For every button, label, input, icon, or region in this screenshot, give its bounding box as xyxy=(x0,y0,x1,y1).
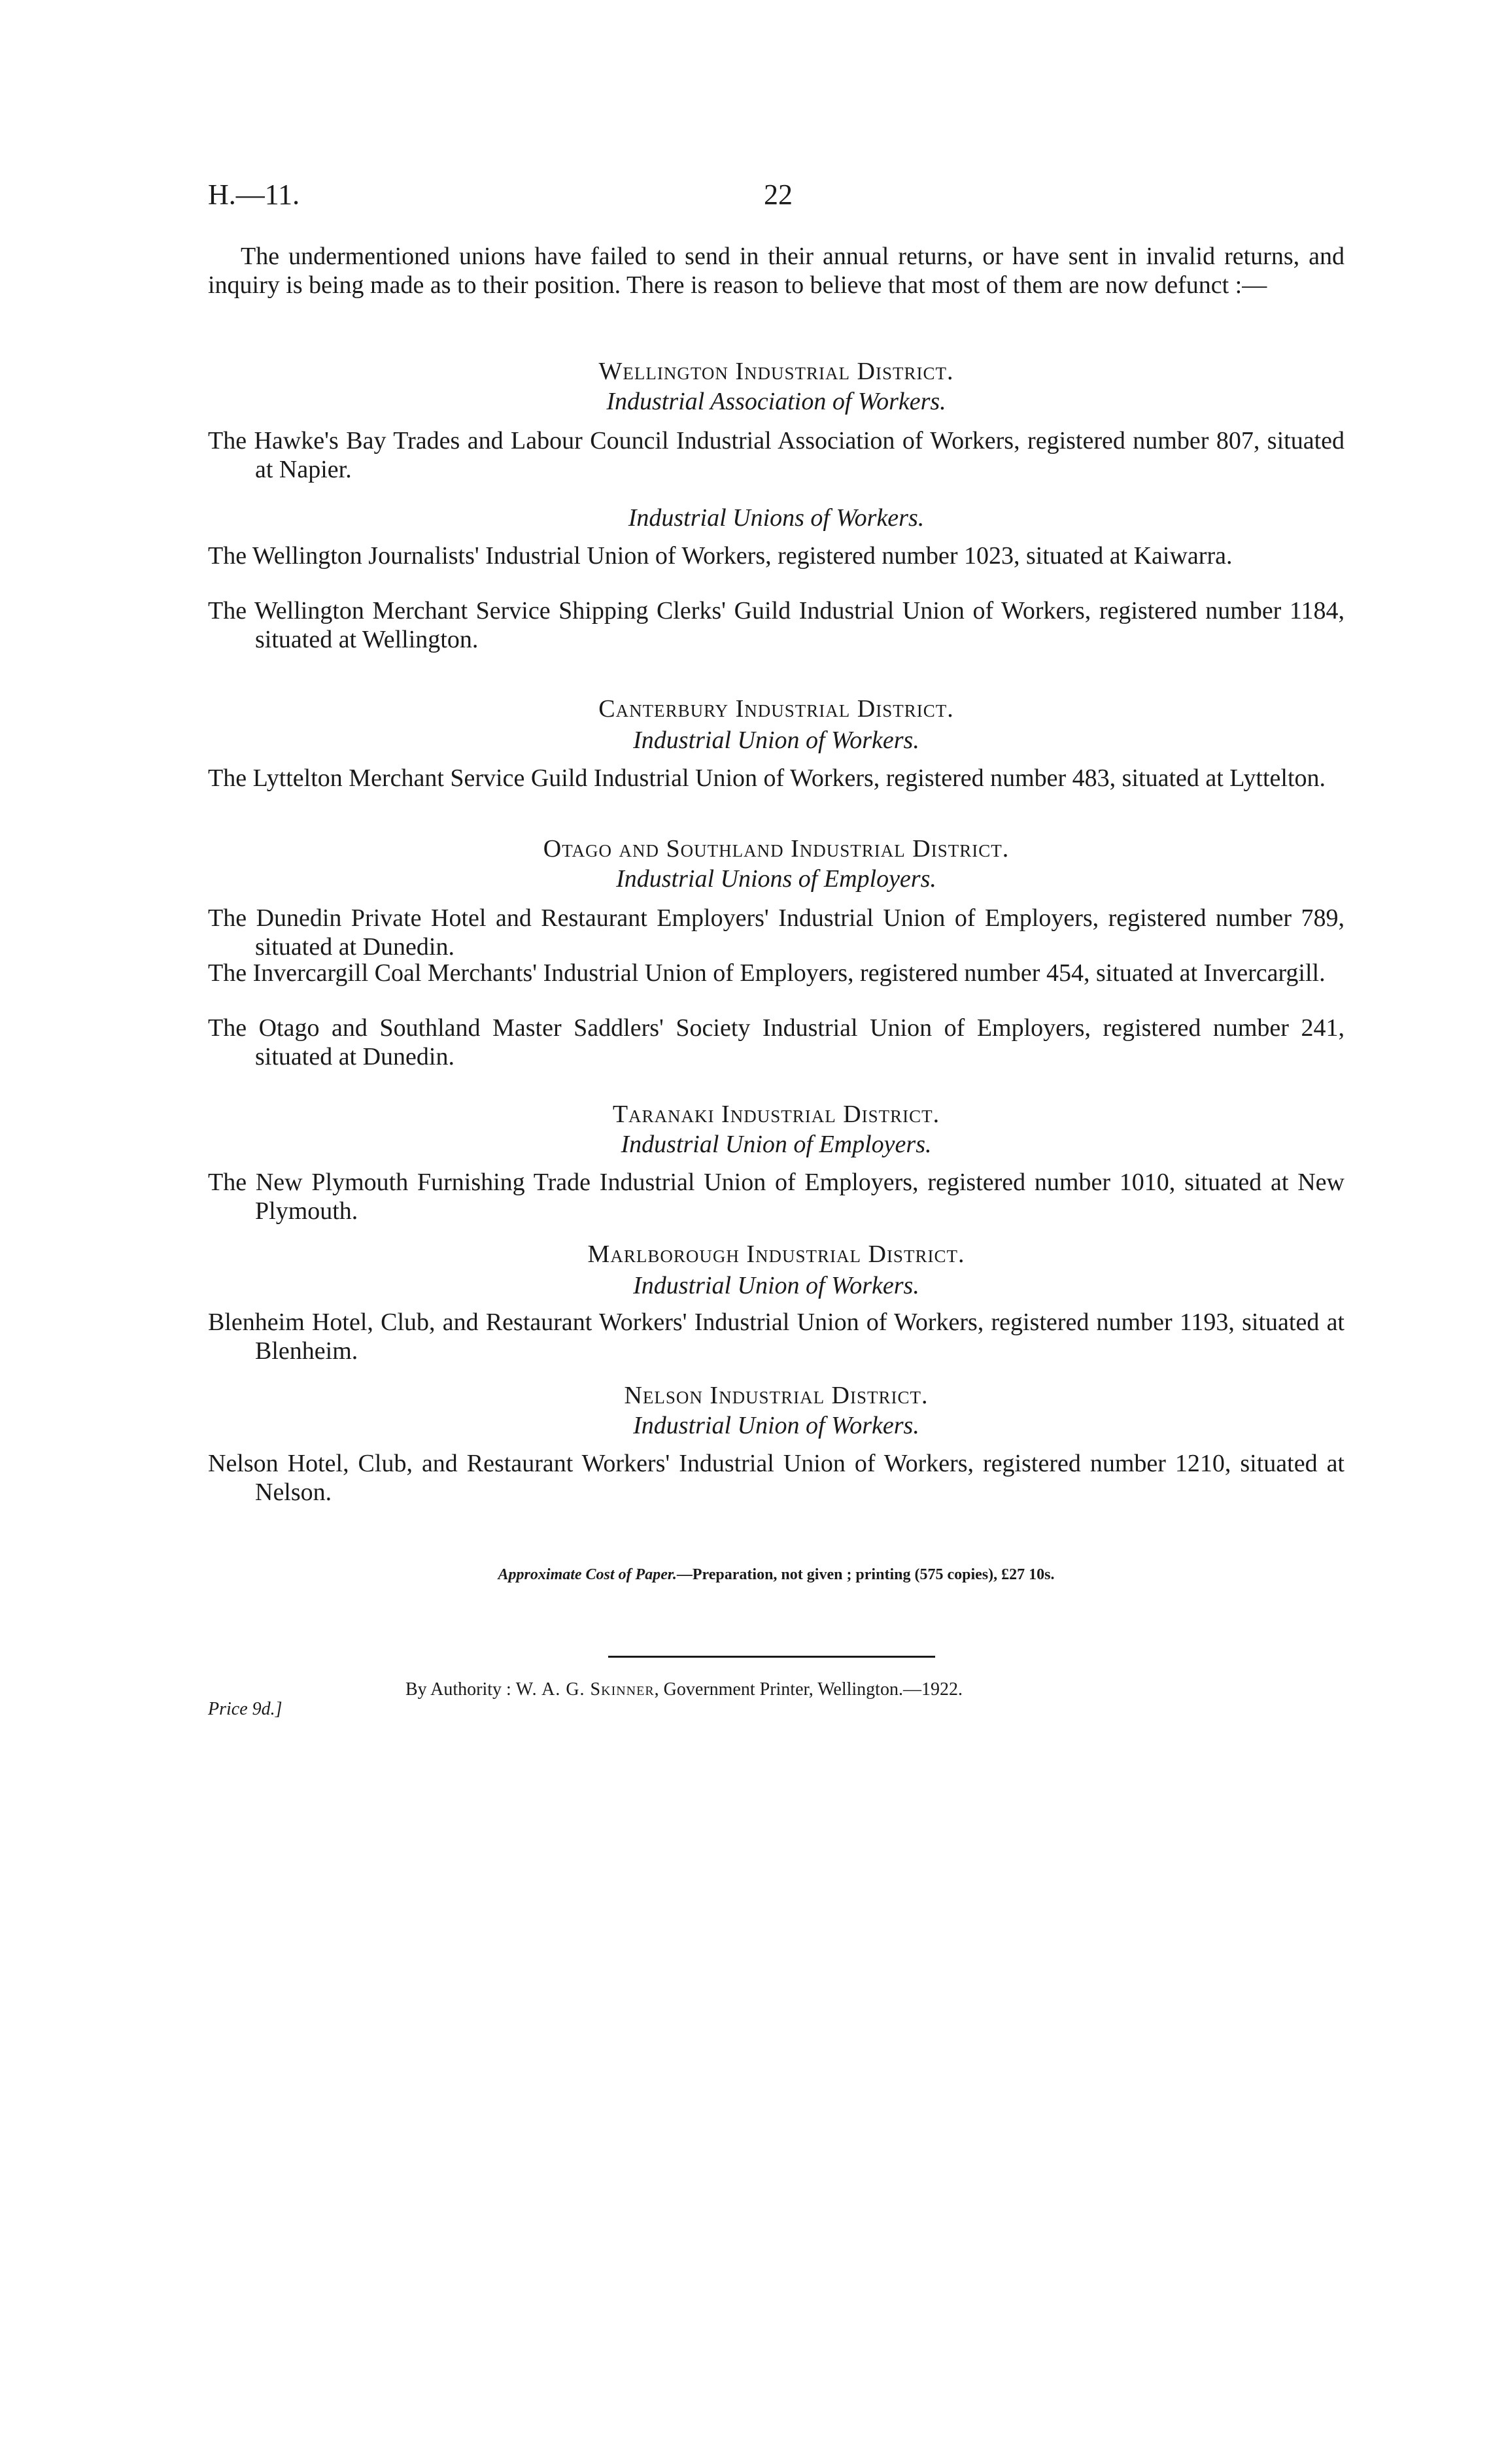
subheading-otago: Industrial Unions of Employers. xyxy=(616,865,936,893)
union-entry: The Lyttelton Merchant Service Guild Industrial Union of Workers, registered number 483, situated at Lyttelton. xyxy=(208,764,1326,792)
district-heading-taranaki: Taranaki Industrial District. xyxy=(612,1101,940,1128)
printer-credit xyxy=(405,1679,963,1700)
subheading-canterbury: Industrial Union of Workers. xyxy=(633,727,919,754)
subheading-taranaki: Industrial Union of Employers. xyxy=(621,1131,932,1158)
intro-paragraph: The undermentioned unions have failed to send in their annual returns, or have sent in invalid returns, and inquiry is being made as to their position. There is reason to believe that most of them are now defunct :— xyxy=(208,243,1345,299)
district-heading-otago: Otago and Southland Industrial District. xyxy=(543,835,1010,863)
union-entry: The Otago and Southland Master Saddlers' Society Industrial Union of Employers, registered number 241, situated at Dunedin. xyxy=(208,1014,1345,1070)
union-entry: The Wellington Merchant Service Shipping Clerks' Guild Industrial Union of Workers, registered number 1184, situated at Wellington. xyxy=(208,597,1345,653)
union-entry: The Invercargill Coal Merchants' Industrial Union of Employers, registered number 454, situated at Invercargill. xyxy=(208,959,1326,987)
union-entry: Blenheim Hotel, Club, and Restaurant Workers' Industrial Union of Workers, registered number 1193, situated at Blenheim. xyxy=(208,1309,1345,1365)
page-number: 22 xyxy=(764,179,793,211)
document-reference: H.—11. xyxy=(208,179,300,211)
district-heading-nelson: Nelson Industrial District. xyxy=(624,1382,929,1409)
union-entry: The New Plymouth Furnishing Trade Industrial Union of Employers, registered number 1010, situated at New Plymouth. xyxy=(208,1169,1345,1225)
union-entry: Nelson Hotel, Club, and Restaurant Workers' Industrial Union of Workers, registered number 1210, situated at Nelson. xyxy=(208,1450,1345,1506)
subheading-wellington-association: Industrial Association of Workers. xyxy=(606,388,946,415)
separator-rule xyxy=(608,1656,935,1658)
printer-name: W. A. G. Skinner xyxy=(515,1679,655,1700)
subheading-wellington-unions: Industrial Unions of Workers. xyxy=(628,504,925,532)
subheading-nelson: Industrial Union of Workers. xyxy=(633,1412,919,1439)
union-entry: The Hawke's Bay Trades and Labour Council Industrial Association of Workers, registered number 807, situated at Napier. xyxy=(208,427,1345,483)
authority-label: By Authority : xyxy=(405,1679,511,1700)
union-entry: The Wellington Journalists' Industrial Union of Workers, registered number 1023, situated at Kaiwarra. xyxy=(208,542,1233,570)
cost-of-paper-line xyxy=(208,1560,1345,1589)
cost-label: Approximate Cost of Paper. xyxy=(498,1566,677,1583)
district-heading-wellington: Wellington Industrial District. xyxy=(598,358,954,385)
district-heading-canterbury: Canterbury Industrial District. xyxy=(598,695,954,723)
union-entry: The Dunedin Private Hotel and Restaurant Employers' Industrial Union of Employers, registered number 789, situated at Dunedin. xyxy=(208,904,1345,961)
district-heading-marlborough: Marlborough Industrial District. xyxy=(587,1241,965,1268)
cost-details: —Preparation, not given ; printing (575 copies), £27 10s. xyxy=(676,1566,1055,1583)
printer-details: , Government Printer, Wellington.—1922. xyxy=(654,1679,963,1700)
subheading-marlborough: Industrial Union of Workers. xyxy=(633,1272,919,1299)
price: Price 9d.] xyxy=(208,1699,283,1719)
